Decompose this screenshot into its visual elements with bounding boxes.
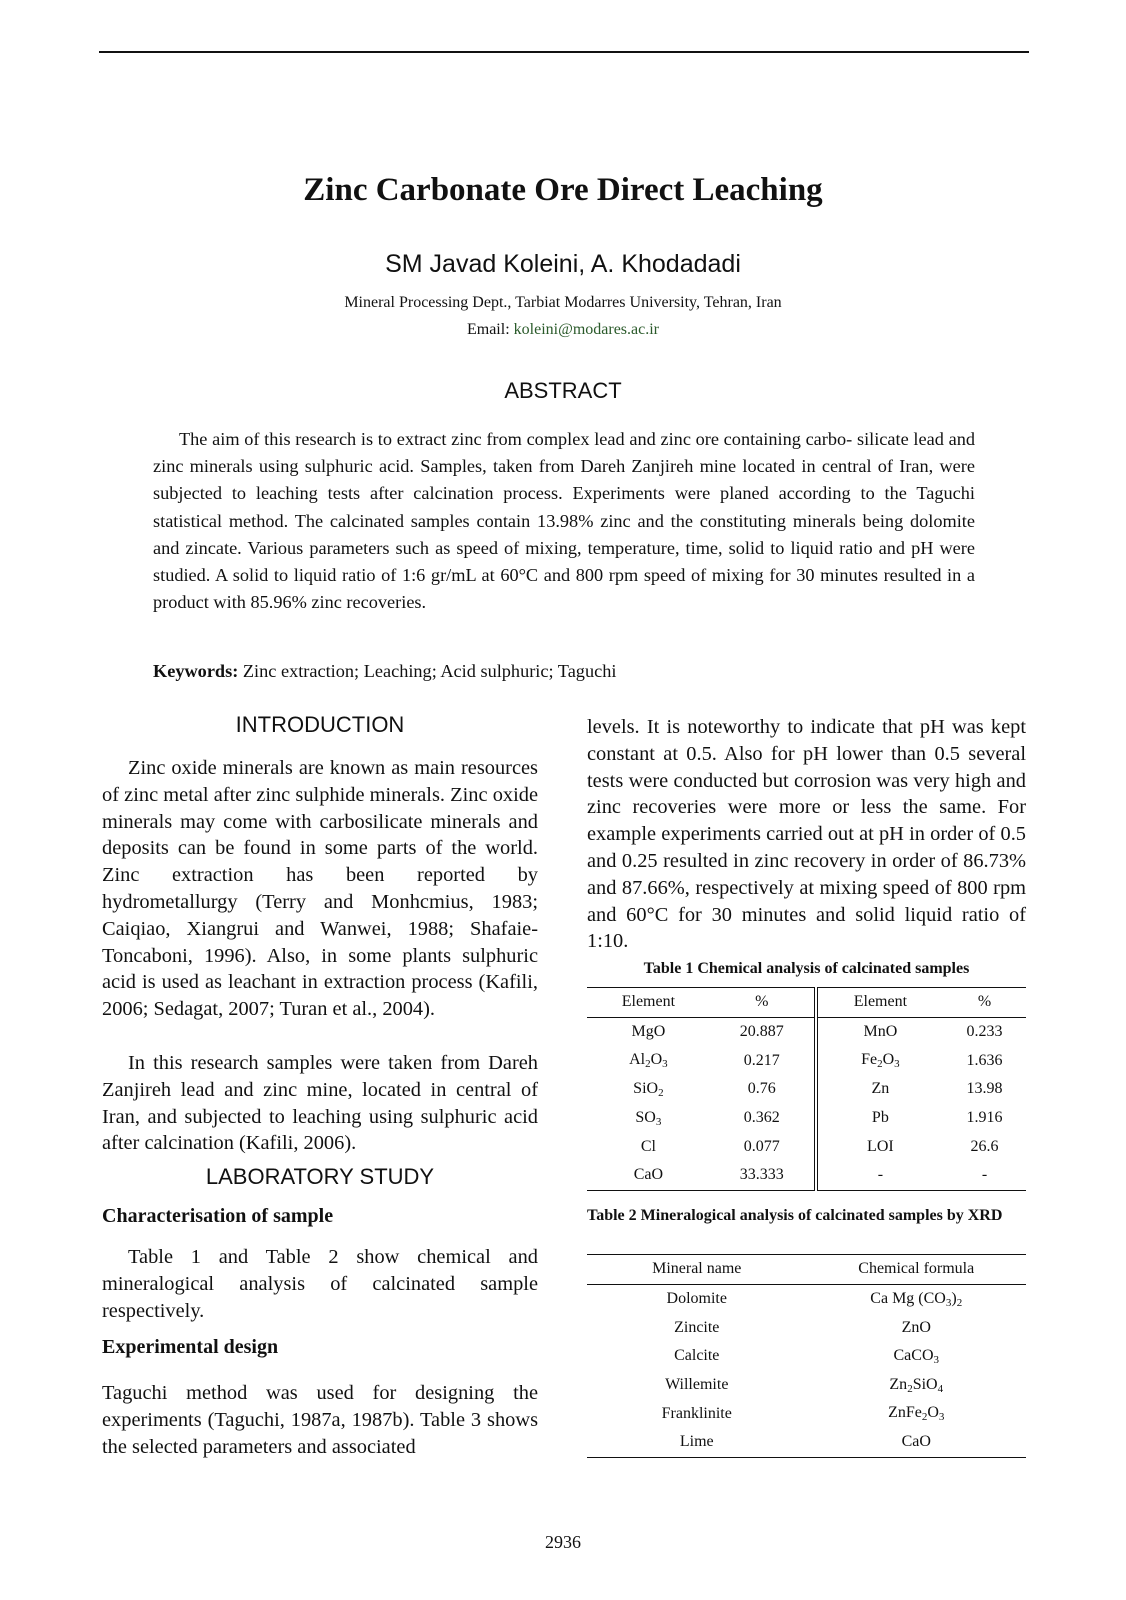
experimental-design-heading: Experimental design xyxy=(102,1336,279,1358)
paper-affiliation: Mineral Processing Dept., Tarbiat Modarres University, Tehran, Iran xyxy=(344,294,782,311)
table1-cell: MgO xyxy=(631,1023,666,1041)
keywords-label: Keywords: xyxy=(153,661,239,681)
table2-mineralogical-analysis xyxy=(587,1254,1026,1458)
table1-cell: Pb xyxy=(871,1109,889,1127)
characterisation-heading: Characterisation of sample xyxy=(102,1205,334,1227)
laboratory-study-heading: LABORATORY STUDY xyxy=(205,1164,435,1189)
table1-row xyxy=(587,1132,1026,1161)
introduction-heading: INTRODUCTION xyxy=(235,712,405,737)
table1-header-cell: % xyxy=(977,993,992,1011)
abstract-text: The aim of this research is to extract zinc from complex lead and zinc ore containing carbo- silicate lead and zinc minerals using sulphuric acid. Samples, taken from Dareh Zanjireh mine located in central of Iran, were subjected to leaching tests after calcination process. Experiments were planed according to the Taguchi statistical method. The calcinated samples contain 13.98% zinc and the constituting minerals being dolomite and zincate. Various parameters such as speed of mixing, temperature, time, solid to liquid ratio and pH were studied. A solid to liquid ratio of 1:6 gr/mL at 60°C and 800 rpm speed of mixing for 30 minutes resulted in a product with 85.96% zinc recoveries. xyxy=(153,429,975,613)
table2-cell: Calcite xyxy=(674,1347,720,1365)
table1-header-cell: Element xyxy=(853,993,908,1011)
experimental-design-paragraph: Taguchi method was used for designing the experiments (Taguchi, 1987a, 1987b). Table 3 shows the selected parameters and associated xyxy=(102,1382,538,1458)
table2-cell: Zincite xyxy=(674,1318,720,1336)
table1-cell: 1.916 xyxy=(966,1109,1003,1127)
paper-authors: SM Javad Koleini, A. Khodadadi xyxy=(385,250,741,278)
table2-row xyxy=(587,1371,1026,1400)
table2-cell: Dolomite xyxy=(666,1290,727,1308)
table2-cell: $ZnFe_2O_3$ xyxy=(888,1404,945,1424)
table2-cell: Lime xyxy=(679,1433,714,1451)
table2-row xyxy=(587,1342,1026,1371)
table2-row xyxy=(587,1428,1026,1457)
table1-row xyxy=(587,1104,1026,1133)
table1-cell: MnO xyxy=(863,1023,898,1041)
table1-cell: 0.76 xyxy=(710,1075,816,1104)
email-link[interactable]: koleini@modares.ac.ir xyxy=(513,321,659,338)
table1-cell: - xyxy=(877,1166,884,1184)
table2-row xyxy=(587,1313,1026,1342)
table1-row xyxy=(587,1017,1026,1046)
table1-row xyxy=(587,1161,1026,1190)
table1-chemical-analysis xyxy=(587,987,1026,1191)
keywords-line xyxy=(153,661,616,682)
table1-row xyxy=(587,1046,1026,1075)
continued-paragraph: levels. It is noteworthy to indicate that pH was kept constant at 0.5. Also for pH lower than 0.5 several tests were conducted but corrosion was very high and zinc recoveries were more or less the same. For example experiments carried out at pH in order of 0.5 and 0.25 resulted in zinc recovery in order of 86.73% and 87.66%, respectively at mixing speed of 800 rpm and 60°C for 30 minutes and solid liquid ratio of 1:10. xyxy=(587,716,1026,953)
table1-cell: $Al_2O_3$ xyxy=(629,1051,668,1071)
table1-cell: 13.98 xyxy=(966,1080,1003,1098)
table1-cell: Cl xyxy=(640,1137,656,1155)
keywords-text: Zinc extraction; Leaching; Acid sulphuric; Taguchi xyxy=(238,661,617,681)
table2-body xyxy=(587,1284,1026,1457)
table1-cell: SiO$_2$ xyxy=(633,1079,664,1099)
page-number: 2936 xyxy=(545,1532,581,1552)
paper-title: Zinc Carbonate Ore Direct Leaching xyxy=(303,172,823,208)
table2-caption: Table 2 Mineralogical analysis of calcinated samples by XRD xyxy=(587,1207,1003,1224)
table1-cell: 0.077 xyxy=(710,1132,816,1161)
table2-cell: Franklinite xyxy=(661,1404,732,1422)
table2-cell: $Zn_2SiO_4$ xyxy=(889,1375,944,1395)
table1-cell: LOI xyxy=(867,1137,894,1155)
table2-row xyxy=(587,1399,1026,1428)
table2-cell: ZnO xyxy=(901,1318,931,1336)
table1-cell: 0.362 xyxy=(710,1104,816,1133)
table1-cell: 0.233 xyxy=(966,1023,1003,1041)
table1-cell: 33.333 xyxy=(710,1161,816,1190)
table2-cell: CaO xyxy=(901,1433,931,1451)
table2-cell: Ca Mg $(CO_3)_2$ xyxy=(870,1289,963,1309)
table1-cell: $SO_3$ xyxy=(635,1108,662,1128)
introduction-paragraph-1: Zinc oxide minerals are known as main resources of zinc metal after zinc sulphide minerals. Zinc oxide minerals may come with carbosilicate minerals and deposits can be found in some parts of the world. Zinc extraction has been reported by hydrometallurgy (Terry and Monhcmius, 1983; Caiqiao, Xiangrui and Wanwei, 1988; Shafaie-Toncaboni, 1996). Also, in some plants sulphuric acid is used as leachant in extraction process (Kafili, 2006; Sedagat, 2007; Turan et al., 2004). xyxy=(102,757,538,1021)
table1-body xyxy=(587,1017,1026,1190)
table1-header-cell: % xyxy=(710,988,816,1018)
table2-header-cell: Mineral name xyxy=(652,1260,742,1278)
table1-cell: - xyxy=(981,1166,988,1184)
table1-cell: 0.217 xyxy=(710,1046,816,1075)
table1-row xyxy=(587,1075,1026,1104)
characterisation-paragraph: Table 1 and Table 2 show chemical and mineralogical analysis of calcinated sample respectively. xyxy=(102,1246,538,1322)
abstract-heading: ABSTRACT xyxy=(504,378,622,403)
table2-cell: Willemite xyxy=(665,1376,729,1394)
table2-header-cell: Chemical formula xyxy=(858,1260,975,1278)
introduction-paragraph-2: In this research samples were taken from Dareh Zanjireh lead and zinc mine, located in central of Iran, and subjected to leaching using sulphuric acid after calcination (Kafili, 2006). xyxy=(102,1052,538,1155)
top-rule xyxy=(99,51,1029,53)
table1-cell: 1.636 xyxy=(966,1051,1003,1069)
table2-cell: CaCO$_3$ xyxy=(893,1346,939,1366)
table1-header-cell: Element xyxy=(621,993,676,1011)
email-label: Email: xyxy=(466,321,514,338)
table2-row xyxy=(587,1284,1026,1313)
paper-email-line xyxy=(0,321,1126,339)
table1-cell: Zn xyxy=(871,1080,890,1098)
table1-cell: 20.887 xyxy=(710,1017,816,1046)
table1-cell: CaO xyxy=(633,1166,664,1184)
table1-caption: Table 1 Chemical analysis of calcinated samples xyxy=(643,960,970,977)
table1-cell: $Fe_2O_3$ xyxy=(861,1051,900,1071)
table1-cell: 26.6 xyxy=(970,1137,999,1155)
